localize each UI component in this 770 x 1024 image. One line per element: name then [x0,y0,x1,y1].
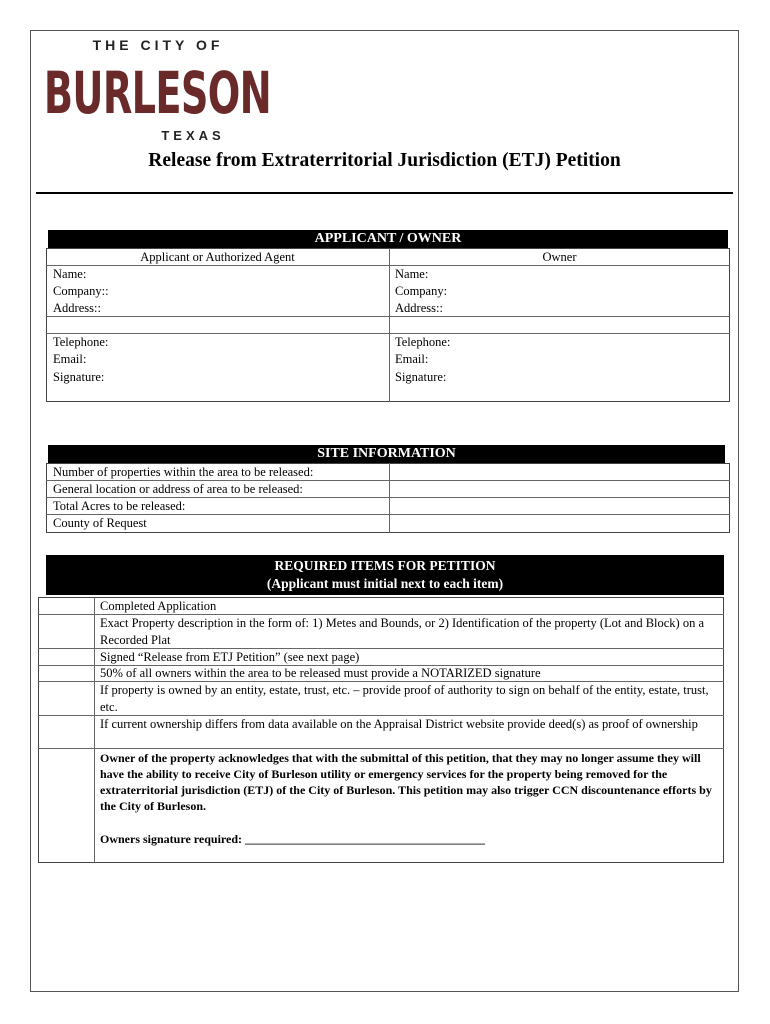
site-county-label: County of Request [53,516,147,530]
item-rule [38,748,724,749]
applicant-signature-field[interactable]: Signature: [53,370,105,384]
required-item-2: Exact Property description in the form of: 1) Metes and Bounds, or 2) Identification of the property (Lot and Block) on a Recorded Plat [100,616,705,647]
applicant-owner-divider [389,248,390,402]
applicant-heading: Applicant or Authorized Agent [140,250,295,264]
owner-name-field[interactable]: Name: [395,267,429,281]
owners-signature-line[interactable]: Owners signature required: ________________________________________ [100,832,486,846]
required-item-1: Completed Application [100,599,217,613]
site-acres-label: Total Acres to be released: [53,499,186,513]
applicant-owner-header: APPLICANT / OWNER [48,230,728,248]
required-items-subtitle: (Applicant must initial next to each item) [266,576,504,591]
applicant-email-field[interactable]: Email: [53,352,87,366]
city-logo: BURLESON [43,59,272,127]
applicant-telephone-field[interactable]: Telephone: [53,335,109,349]
owner-email-field[interactable]: Email: [395,352,429,366]
required-items-header [46,555,724,595]
site-information-divider [389,463,390,533]
owner-acknowledgement: Owner of the property acknowledges that with the submittal of this petition, that they may no longer assume they will have the ability to receive City of Burleson utility or emergency services for the property being removed for the extraterritorial jurisdiction (ETJ) of the City of Burleson. This petition may also trigger CCN discountenance efforts by the City of Burleson. [100,751,712,813]
site-information-header: SITE INFORMATION [48,445,725,463]
owner-signature-field[interactable]: Signature: [395,370,447,384]
required-item-6: If current ownership differs from data available on the Appraisal District website provide deed(s) as proof of ownership [100,717,698,731]
required-items-title: REQUIRED ITEMS FOR PETITION [274,558,496,573]
owner-address-field[interactable]: Address:: [395,301,443,315]
applicant-address-rule [46,316,730,317]
applicant-owner-table [46,248,730,402]
owner-company-field[interactable]: Company: [395,284,448,298]
logo-state: TEXAS [161,128,225,143]
applicant-company-field[interactable]: Company:: [53,284,109,298]
site-properties-count-label: Number of properties within the area to be released: [53,465,314,479]
required-item-5: If property is owned by an entity, estate, trust, etc. – provide proof of authority to sign on behalf of the entity, estate, trust, etc. [100,683,709,714]
initials-column-divider [94,597,95,863]
applicant-blank-rule [46,333,730,334]
logo-top-line: THE CITY OF [92,37,224,53]
owner-heading: Owner [542,250,577,264]
page-title: Release from Extraterritorial Jurisdiction (ETJ) Petition [148,150,621,171]
applicant-name-field[interactable]: Name: [53,267,87,281]
site-location-label: General location or address of area to be released: [53,482,303,496]
initials-box[interactable] [39,598,94,614]
title-divider [36,192,733,194]
applicant-address-field[interactable]: Address:: [53,301,101,315]
owner-telephone-field[interactable]: Telephone: [395,335,451,349]
required-item-4: 50% of all owners within the area to be released must provide a NOTARIZED signature [100,666,541,680]
required-item-3: Signed “Release from ETJ Petition” (see next page) [100,650,360,664]
